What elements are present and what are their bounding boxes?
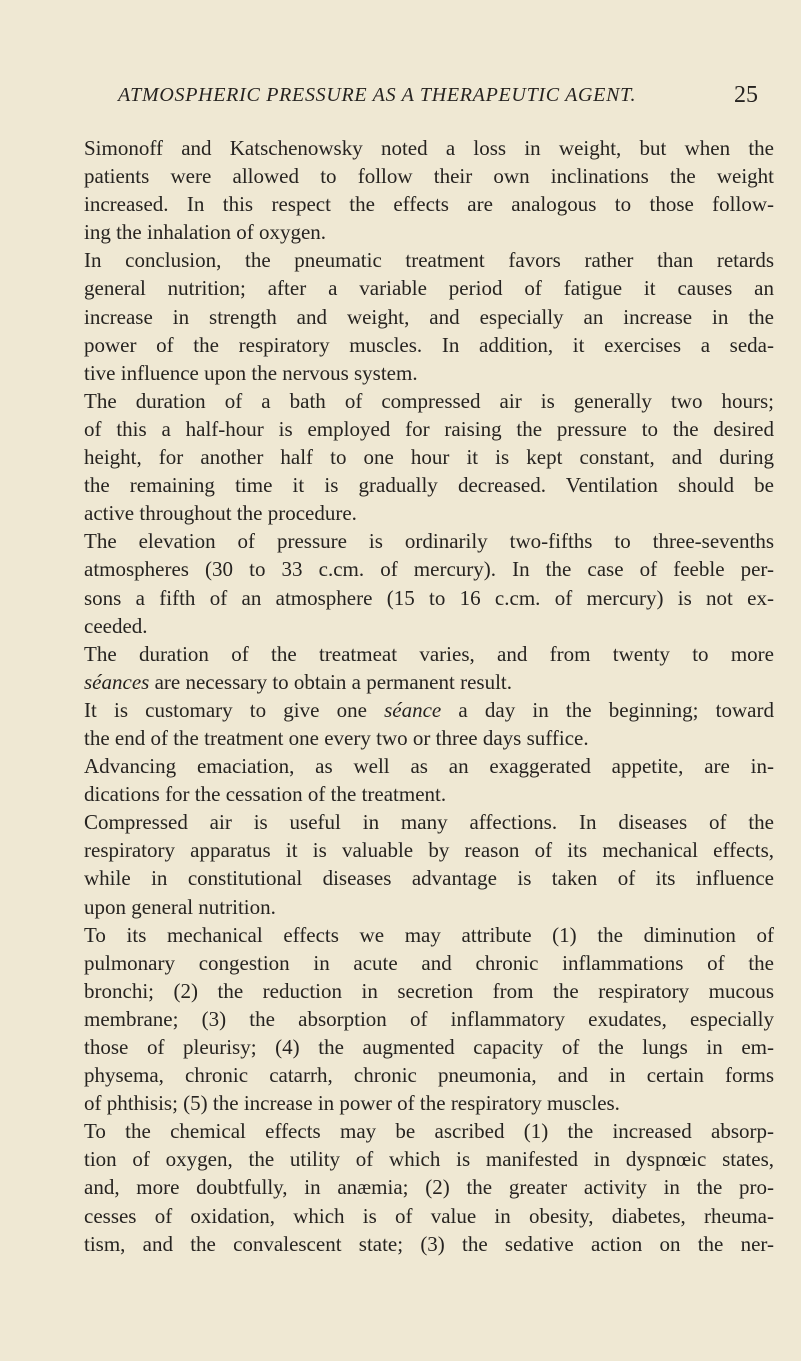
text-line: power of the respiratory muscles. In addition, it exercises a seda- bbox=[84, 332, 774, 357]
text-line: height, for another half to one hour it is kept constant, and during bbox=[84, 445, 774, 470]
text-line: upon general nutrition. bbox=[84, 894, 276, 919]
text-line: active throughout the procedure. bbox=[84, 501, 357, 526]
text-line: The elevation of pressure is ordinarily two-fifths to three-sevenths bbox=[84, 529, 774, 554]
text-line: pulmonary congestion in acute and chronic inflammations of the bbox=[84, 950, 774, 975]
text-line: Advancing emaciation, as well as an exaggerated appetite, are in- bbox=[84, 754, 774, 779]
body-text bbox=[84, 134, 774, 1258]
text-line: The duration of a bath of compressed air is generally two hours; bbox=[84, 388, 774, 413]
text-line: bronchi; (2) the reduction in secretion from the respiratory mucous bbox=[84, 978, 774, 1003]
text-line: Simonoff and Katschenowsky noted a loss in weight, but when the bbox=[84, 136, 774, 160]
text-line: physema, chronic catarrh, chronic pneumonia, and in certain forms bbox=[84, 1063, 774, 1088]
text-line: It is customary to give one séance a day in the beginning; toward bbox=[84, 697, 774, 722]
italic-term: séance bbox=[384, 697, 442, 722]
running-head bbox=[118, 84, 758, 110]
text-line: those of pleurisy; (4) the augmented capacity of the lungs in em- bbox=[84, 1035, 774, 1059]
text-line: séances are necessary to obtain a permanent result. bbox=[84, 669, 512, 694]
text-line: patients were allowed to follow their own inclinations the weight bbox=[84, 164, 774, 189]
text-line: In conclusion, the pneumatic treatment favors rather than retards bbox=[84, 248, 774, 273]
text-line: membrane; (3) the absorption of inflammatory exudates, especially bbox=[84, 1006, 774, 1031]
running-title: ATMOSPHERIC PRESSURE AS A THERAPEUTIC AGENT. bbox=[118, 84, 637, 106]
text-line: To its mechanical effects we may attribute (1) the diminution of bbox=[84, 922, 774, 947]
text-line: sons a fifth of an atmosphere (15 to 16 c.cm. of mercury) is not ex- bbox=[84, 585, 774, 610]
text-line: increase in strength and weight, and especially an increase in the bbox=[84, 304, 774, 329]
italic-term: séances bbox=[84, 669, 150, 694]
text-line: ing the inhalation of oxygen. bbox=[84, 220, 327, 245]
text-line: respiratory apparatus it is valuable by reason of its mechanical effects, bbox=[84, 838, 774, 863]
text-line: the remaining time it is gradually decreased. Ventilation should be bbox=[84, 473, 774, 498]
text-line: general nutrition; after a variable period of fatigue it causes an bbox=[84, 276, 774, 301]
text-line: of phthisis; (5) the increase in power of the respiratory muscles. bbox=[84, 1091, 620, 1116]
text-line: the end of the treatment one every two or three days suffice. bbox=[84, 725, 589, 750]
text-line: of this a half-hour is employed for raising the pressure to the desired bbox=[84, 416, 774, 441]
text-line: tive influence upon the nervous system. bbox=[84, 360, 418, 385]
text-line: dications for the cessation of the treatment. bbox=[84, 782, 447, 807]
text-line: tion of oxygen, the utility of which is manifested in dyspnœic states, bbox=[84, 1147, 774, 1172]
text-line: and, more doubtfully, in anæmia; (2) the greater activity in the pro- bbox=[84, 1175, 774, 1200]
text-line: atmospheres (30 to 33 c.cm. of mercury). In the case of feeble per- bbox=[84, 557, 774, 582]
text-line: The duration of the treatmeat varies, and from twenty to more bbox=[84, 641, 774, 666]
text-line: while in constitutional diseases advantage is taken of its influence bbox=[84, 866, 774, 891]
text-line: Compressed air is useful in many affections. In diseases of the bbox=[84, 810, 774, 835]
text-line: ceeded. bbox=[84, 613, 148, 638]
text-line: cesses of oxidation, which is of value in obesity, diabetes, rheuma- bbox=[84, 1203, 774, 1228]
page-number: 25 bbox=[734, 82, 758, 108]
text-line: tism, and the convalescent state; (3) the sedative action on the ner- bbox=[84, 1231, 774, 1256]
text-line: increased. In this respect the effects are analogous to those follow- bbox=[84, 192, 774, 217]
text-line: To the chemical effects may be ascribed (1) the increased absorp- bbox=[84, 1119, 774, 1144]
